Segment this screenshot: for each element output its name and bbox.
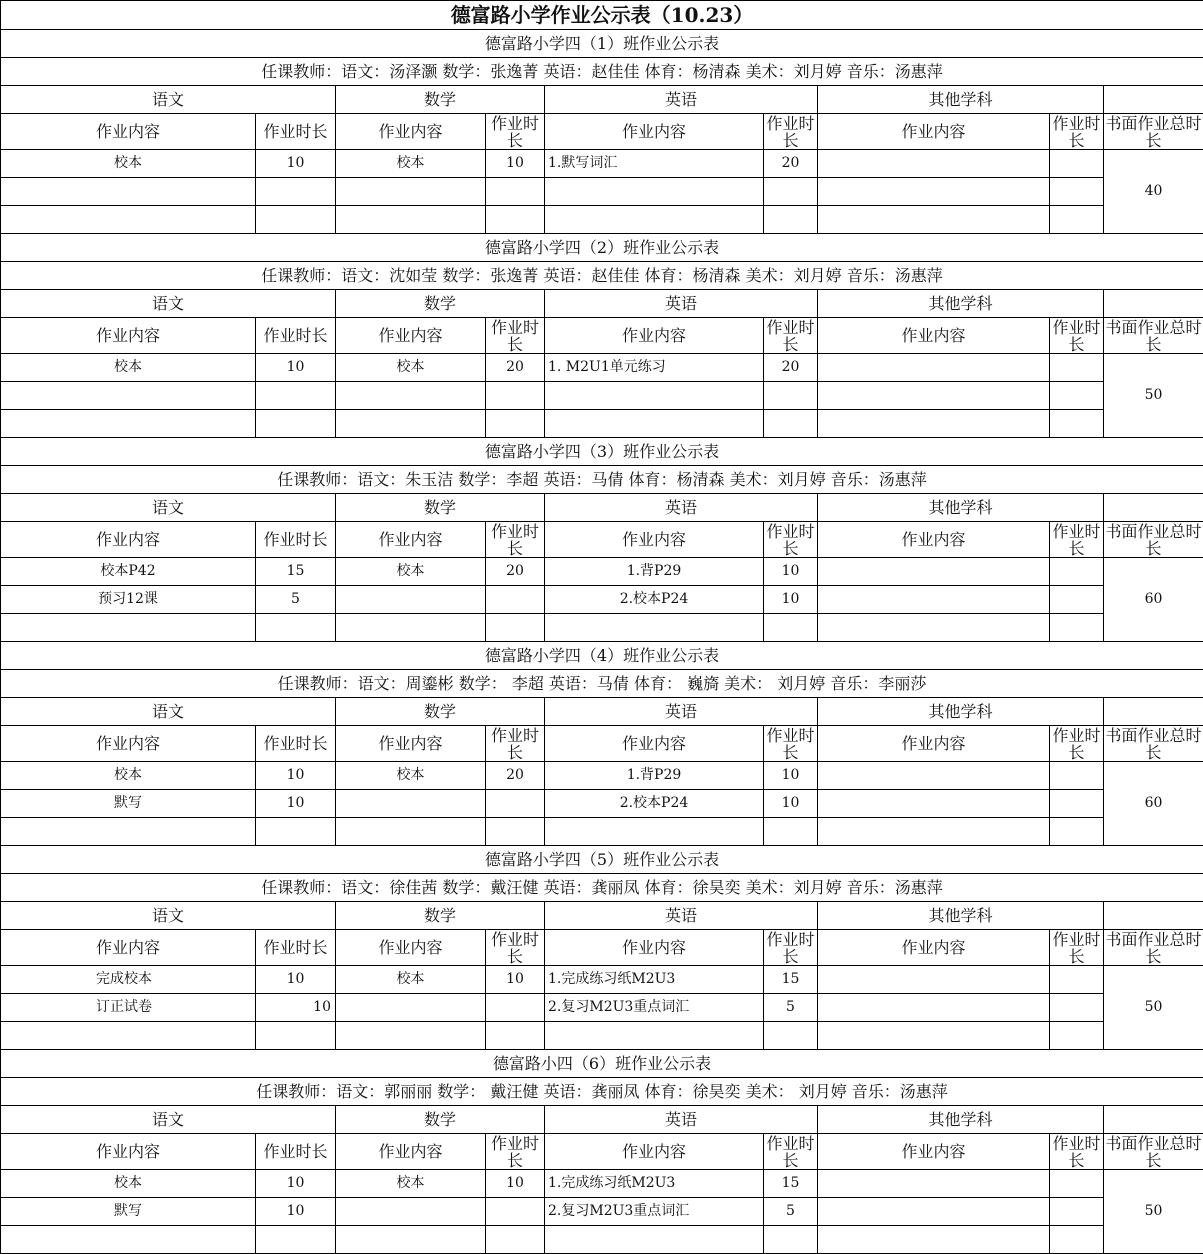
table-row xyxy=(1,994,1203,1022)
math-duration-cell xyxy=(486,178,545,206)
other-content-cell xyxy=(818,558,1050,586)
subject-chinese: 语文 xyxy=(1,290,336,318)
table-row xyxy=(1,382,1203,410)
teachers-row xyxy=(1,1078,1203,1106)
subject-english: 英语 xyxy=(545,1106,818,1134)
math-content-cell xyxy=(336,206,486,234)
subject-header-row xyxy=(1,698,1203,726)
subject-chinese: 语文 xyxy=(1,698,336,726)
column-header-row xyxy=(1,318,1203,354)
math-content-cell xyxy=(336,1226,486,1254)
math-duration-cell xyxy=(486,818,545,846)
col-chinese-content: 作业内容 xyxy=(1,318,256,354)
english-content-cell: 1.背P29 xyxy=(545,762,764,790)
math-content-cell xyxy=(336,818,486,846)
other-duration-cell xyxy=(1050,762,1104,790)
col-math-duration: 作业时长 xyxy=(486,726,545,762)
chinese-duration-cell: 10 xyxy=(256,150,336,178)
col-total-duration: 书面作业总时长 xyxy=(1104,930,1203,966)
total-header-top xyxy=(1104,902,1203,930)
chinese-duration-cell: 5 xyxy=(256,586,336,614)
subject-chinese: 语文 xyxy=(1,1106,336,1134)
other-duration-cell xyxy=(1050,1226,1104,1254)
other-duration-cell xyxy=(1050,410,1104,438)
other-content-cell xyxy=(818,614,1050,642)
col-chinese-content: 作业内容 xyxy=(1,726,256,762)
english-duration-cell xyxy=(764,1226,818,1254)
english-duration-cell: 20 xyxy=(764,354,818,382)
subject-english: 英语 xyxy=(545,290,818,318)
table-row xyxy=(1,150,1203,178)
col-other-duration: 作业时长 xyxy=(1050,318,1104,354)
class-title: 德富路小学四（2）班作业公示表 xyxy=(1,234,1203,262)
column-header-row xyxy=(1,1134,1203,1170)
teachers-row xyxy=(1,262,1203,290)
other-duration-cell xyxy=(1050,966,1104,994)
col-english-content: 作业内容 xyxy=(545,522,764,558)
english-content-cell: 1.背P29 xyxy=(545,558,764,586)
math-content-cell: 校本 xyxy=(336,558,486,586)
table-row xyxy=(1,966,1203,994)
col-english-duration: 作业时长 xyxy=(764,930,818,966)
chinese-content-cell xyxy=(1,614,256,642)
english-content-cell xyxy=(545,818,764,846)
chinese-content-cell xyxy=(1,1022,256,1050)
chinese-content-cell xyxy=(1,1226,256,1254)
other-content-cell xyxy=(818,410,1050,438)
class-title-row xyxy=(1,1050,1203,1078)
col-total-duration: 书面作业总时长 xyxy=(1104,726,1203,762)
col-english-content: 作业内容 xyxy=(545,318,764,354)
col-math-duration: 作业时长 xyxy=(486,318,545,354)
total-header-top xyxy=(1104,494,1203,522)
chinese-duration-cell xyxy=(256,206,336,234)
chinese-content-cell: 校本P42 xyxy=(1,558,256,586)
other-duration-cell xyxy=(1050,1170,1104,1198)
math-content-cell xyxy=(336,410,486,438)
other-duration-cell xyxy=(1050,558,1104,586)
col-other-content: 作业内容 xyxy=(818,114,1050,150)
teachers-row xyxy=(1,58,1203,86)
chinese-content-cell: 预习12课 xyxy=(1,586,256,614)
teachers-line: 任课教师：语文：周鎏彬 数学： 李超 英语：马倩 体育： 巍旖 美术： 刘月婷 音乐：李丽莎 xyxy=(1,670,1203,698)
english-duration-cell xyxy=(764,410,818,438)
col-math-content: 作业内容 xyxy=(336,1134,486,1170)
col-other-duration: 作业时长 xyxy=(1050,930,1104,966)
math-content-cell: 校本 xyxy=(336,354,486,382)
chinese-content-cell xyxy=(1,410,256,438)
table-row xyxy=(1,818,1203,846)
english-duration-cell: 10 xyxy=(764,558,818,586)
col-math-duration: 作业时长 xyxy=(486,930,545,966)
math-content-cell xyxy=(336,382,486,410)
math-content-cell: 校本 xyxy=(336,1170,486,1198)
other-content-cell xyxy=(818,382,1050,410)
other-content-cell xyxy=(818,586,1050,614)
teachers-line: 任课教师：语文：汤泽灏 数学：张逸菁 英语：赵佳佳 体育：杨清森 美术：刘月婷 音乐：汤惠萍 xyxy=(1,58,1203,86)
math-content-cell: 校本 xyxy=(336,762,486,790)
col-chinese-duration: 作业时长 xyxy=(256,726,336,762)
column-header-row xyxy=(1,930,1203,966)
total-duration-cell: 50 xyxy=(1104,1170,1203,1254)
class-title-row xyxy=(1,30,1203,58)
subject-english: 英语 xyxy=(545,494,818,522)
english-content-cell: 2.校本P24 xyxy=(545,586,764,614)
chinese-duration-cell: 10 xyxy=(256,1170,336,1198)
col-other-content: 作业内容 xyxy=(818,318,1050,354)
class-title: 德富路小学四（4）班作业公示表 xyxy=(1,642,1203,670)
subject-math: 数学 xyxy=(336,290,545,318)
other-duration-cell xyxy=(1050,818,1104,846)
other-content-cell xyxy=(818,178,1050,206)
col-other-content: 作业内容 xyxy=(818,726,1050,762)
total-duration-cell: 50 xyxy=(1104,966,1203,1050)
column-header-row xyxy=(1,114,1203,150)
english-duration-cell xyxy=(764,178,818,206)
subject-chinese: 语文 xyxy=(1,86,336,114)
subject-english: 英语 xyxy=(545,86,818,114)
english-duration-cell: 15 xyxy=(764,966,818,994)
col-math-duration: 作业时长 xyxy=(486,114,545,150)
math-content-cell xyxy=(336,994,486,1022)
english-content-cell: 1.完成练习纸M2U3 xyxy=(545,1170,764,1198)
col-chinese-content: 作业内容 xyxy=(1,114,256,150)
other-content-cell xyxy=(818,150,1050,178)
col-chinese-duration: 作业时长 xyxy=(256,930,336,966)
english-duration-cell: 10 xyxy=(764,762,818,790)
subject-other: 其他学科 xyxy=(818,86,1104,114)
col-other-duration: 作业时长 xyxy=(1050,522,1104,558)
col-math-duration: 作业时长 xyxy=(486,1134,545,1170)
col-chinese-duration: 作业时长 xyxy=(256,318,336,354)
total-header-top xyxy=(1104,86,1203,114)
other-duration-cell xyxy=(1050,150,1104,178)
chinese-duration-cell xyxy=(256,178,336,206)
other-content-cell xyxy=(818,762,1050,790)
english-duration-cell: 5 xyxy=(764,994,818,1022)
english-content-cell xyxy=(545,410,764,438)
subject-math: 数学 xyxy=(336,902,545,930)
col-other-duration: 作业时长 xyxy=(1050,726,1104,762)
table-row xyxy=(1,790,1203,818)
total-header-top xyxy=(1104,1106,1203,1134)
english-content-cell: 1.默写词汇 xyxy=(545,150,764,178)
class-title: 德富路小学四（5）班作业公示表 xyxy=(1,846,1203,874)
subject-english: 英语 xyxy=(545,698,818,726)
col-chinese-duration: 作业时长 xyxy=(256,114,336,150)
other-duration-cell xyxy=(1050,1022,1104,1050)
subject-other: 其他学科 xyxy=(818,698,1104,726)
col-math-content: 作业内容 xyxy=(336,114,486,150)
col-chinese-content: 作业内容 xyxy=(1,1134,256,1170)
total-duration-cell: 40 xyxy=(1104,150,1203,234)
other-duration-cell xyxy=(1050,994,1104,1022)
subject-chinese: 语文 xyxy=(1,902,336,930)
chinese-duration-cell xyxy=(256,818,336,846)
other-content-cell xyxy=(818,206,1050,234)
english-content-cell: 1. M2U1单元练习 xyxy=(545,354,764,382)
chinese-content-cell: 校本 xyxy=(1,150,256,178)
math-duration-cell: 10 xyxy=(486,150,545,178)
table-row xyxy=(1,354,1203,382)
col-math-content: 作业内容 xyxy=(336,522,486,558)
english-content-cell: 1.完成练习纸M2U3 xyxy=(545,966,764,994)
math-content-cell xyxy=(336,586,486,614)
math-content-cell xyxy=(336,1198,486,1226)
other-duration-cell xyxy=(1050,1198,1104,1226)
table-row xyxy=(1,1226,1203,1254)
chinese-duration-cell: 10 xyxy=(256,354,336,382)
col-total-duration: 书面作业总时长 xyxy=(1104,522,1203,558)
subject-english: 英语 xyxy=(545,902,818,930)
col-english-content: 作业内容 xyxy=(545,930,764,966)
table-row xyxy=(1,1022,1203,1050)
class-title: 德富路小四（6）班作业公示表 xyxy=(1,1050,1203,1078)
english-duration-cell: 20 xyxy=(764,150,818,178)
subject-header-row xyxy=(1,494,1203,522)
english-content-cell xyxy=(545,1022,764,1050)
col-math-content: 作业内容 xyxy=(336,930,486,966)
table-row xyxy=(1,614,1203,642)
chinese-content-cell: 校本 xyxy=(1,1170,256,1198)
col-chinese-content: 作业内容 xyxy=(1,522,256,558)
math-duration-cell xyxy=(486,382,545,410)
other-content-cell xyxy=(818,994,1050,1022)
col-english-duration: 作业时长 xyxy=(764,114,818,150)
chinese-content-cell: 订正试卷 xyxy=(1,994,256,1022)
other-content-cell xyxy=(818,1022,1050,1050)
english-content-cell xyxy=(545,382,764,410)
english-duration-cell: 5 xyxy=(764,1198,818,1226)
english-duration-cell xyxy=(764,382,818,410)
subject-math: 数学 xyxy=(336,494,545,522)
col-other-content: 作业内容 xyxy=(818,930,1050,966)
english-duration-cell: 10 xyxy=(764,790,818,818)
sheet-title: 德富路小学作业公示表（10.23） xyxy=(1,1,1203,30)
teachers-row xyxy=(1,874,1203,902)
subject-other: 其他学科 xyxy=(818,290,1104,318)
english-duration-cell: 10 xyxy=(764,586,818,614)
math-duration-cell: 10 xyxy=(486,1170,545,1198)
other-duration-cell xyxy=(1050,586,1104,614)
other-content-cell xyxy=(818,966,1050,994)
math-content-cell xyxy=(336,614,486,642)
chinese-duration-cell: 10 xyxy=(256,966,336,994)
teachers-row xyxy=(1,466,1203,494)
col-total-duration: 书面作业总时长 xyxy=(1104,318,1203,354)
english-duration-cell xyxy=(764,1022,818,1050)
english-content-cell: 2.复习M2U3重点词汇 xyxy=(545,1198,764,1226)
math-duration-cell xyxy=(486,206,545,234)
class-title: 德富路小学四（3）班作业公示表 xyxy=(1,438,1203,466)
math-content-cell xyxy=(336,790,486,818)
other-content-cell xyxy=(818,1198,1050,1226)
other-content-cell xyxy=(818,818,1050,846)
chinese-duration-cell: 10 xyxy=(256,790,336,818)
english-duration-cell xyxy=(764,818,818,846)
total-header-top xyxy=(1104,290,1203,318)
table-row xyxy=(1,558,1203,586)
table-row xyxy=(1,1170,1203,1198)
col-english-content: 作业内容 xyxy=(545,1134,764,1170)
col-chinese-content: 作业内容 xyxy=(1,930,256,966)
chinese-content-cell xyxy=(1,818,256,846)
chinese-content-cell: 默写 xyxy=(1,790,256,818)
col-total-duration: 书面作业总时长 xyxy=(1104,114,1203,150)
math-content-cell xyxy=(336,1022,486,1050)
col-math-duration: 作业时长 xyxy=(486,522,545,558)
table-row xyxy=(1,586,1203,614)
math-duration-cell xyxy=(486,790,545,818)
math-duration-cell: 20 xyxy=(486,558,545,586)
english-content-cell: 2.复习M2U3重点词汇 xyxy=(545,994,764,1022)
math-duration-cell: 20 xyxy=(486,762,545,790)
total-header-top xyxy=(1104,698,1203,726)
english-content-cell xyxy=(545,1226,764,1254)
other-duration-cell xyxy=(1050,614,1104,642)
subject-header-row xyxy=(1,902,1203,930)
teachers-line: 任课教师：语文：郭丽丽 数学： 戴汪健 英语：龚丽凤 体育：徐昊奕 美术： 刘月婷 音乐：汤惠萍 xyxy=(1,1078,1203,1106)
english-duration-cell xyxy=(764,206,818,234)
chinese-duration-cell xyxy=(256,614,336,642)
chinese-content-cell: 默写 xyxy=(1,1198,256,1226)
total-duration-cell: 60 xyxy=(1104,558,1203,642)
col-chinese-duration: 作业时长 xyxy=(256,522,336,558)
chinese-duration-cell: 10 xyxy=(256,994,336,1022)
class-title-row xyxy=(1,846,1203,874)
teachers-line: 任课教师：语文：徐佳茜 数学：戴汪健 英语：龚丽凤 体育：徐昊奕 美术：刘月婷 音乐：汤惠萍 xyxy=(1,874,1203,902)
math-duration-cell: 20 xyxy=(486,354,545,382)
chinese-content-cell xyxy=(1,382,256,410)
col-english-duration: 作业时长 xyxy=(764,522,818,558)
col-other-content: 作业内容 xyxy=(818,1134,1050,1170)
other-content-cell xyxy=(818,354,1050,382)
other-duration-cell xyxy=(1050,178,1104,206)
subject-other: 其他学科 xyxy=(818,494,1104,522)
math-duration-cell xyxy=(486,410,545,438)
col-english-content: 作业内容 xyxy=(545,114,764,150)
col-english-duration: 作业时长 xyxy=(764,318,818,354)
english-content-cell xyxy=(545,614,764,642)
chinese-duration-cell: 10 xyxy=(256,762,336,790)
math-duration-cell xyxy=(486,1022,545,1050)
col-math-content: 作业内容 xyxy=(336,726,486,762)
chinese-duration-cell xyxy=(256,410,336,438)
teachers-line: 任课教师：语文：沈如莹 数学：张逸菁 英语：赵佳佳 体育：杨清森 美术：刘月婷 音乐：汤惠萍 xyxy=(1,262,1203,290)
english-duration-cell: 15 xyxy=(764,1170,818,1198)
col-math-content: 作业内容 xyxy=(336,318,486,354)
math-content-cell: 校本 xyxy=(336,150,486,178)
col-total-duration: 书面作业总时长 xyxy=(1104,1134,1203,1170)
subject-header-row xyxy=(1,290,1203,318)
math-duration-cell xyxy=(486,1226,545,1254)
table-row xyxy=(1,410,1203,438)
table-row xyxy=(1,178,1203,206)
table-row xyxy=(1,1198,1203,1226)
col-english-duration: 作业时长 xyxy=(764,726,818,762)
subject-math: 数学 xyxy=(336,1106,545,1134)
math-duration-cell: 10 xyxy=(486,966,545,994)
chinese-duration-cell xyxy=(256,1226,336,1254)
class-title-row xyxy=(1,438,1203,466)
column-header-row xyxy=(1,726,1203,762)
chinese-content-cell: 校本 xyxy=(1,762,256,790)
class-title: 德富路小学四（1）班作业公示表 xyxy=(1,30,1203,58)
chinese-duration-cell: 10 xyxy=(256,1198,336,1226)
math-duration-cell xyxy=(486,994,545,1022)
subject-other: 其他学科 xyxy=(818,902,1104,930)
subject-chinese: 语文 xyxy=(1,494,336,522)
col-english-duration: 作业时长 xyxy=(764,1134,818,1170)
class-title-row xyxy=(1,234,1203,262)
other-duration-cell xyxy=(1050,382,1104,410)
math-content-cell xyxy=(336,178,486,206)
other-content-cell xyxy=(818,790,1050,818)
chinese-content-cell: 完成校本 xyxy=(1,966,256,994)
chinese-content-cell xyxy=(1,178,256,206)
table-row xyxy=(1,762,1203,790)
subject-other: 其他学科 xyxy=(818,1106,1104,1134)
chinese-content-cell: 校本 xyxy=(1,354,256,382)
subject-math: 数学 xyxy=(336,698,545,726)
other-duration-cell xyxy=(1050,790,1104,818)
teachers-line: 任课教师：语文：朱玉洁 数学：李超 英语：马倩 体育：杨清森 美术：刘月婷 音乐：汤惠萍 xyxy=(1,466,1203,494)
other-content-cell xyxy=(818,1226,1050,1254)
column-header-row xyxy=(1,522,1203,558)
other-duration-cell xyxy=(1050,206,1104,234)
other-duration-cell xyxy=(1050,354,1104,382)
col-chinese-duration: 作业时长 xyxy=(256,1134,336,1170)
total-duration-cell: 50 xyxy=(1104,354,1203,438)
chinese-duration-cell xyxy=(256,382,336,410)
subject-header-row xyxy=(1,1106,1203,1134)
chinese-duration-cell: 15 xyxy=(256,558,336,586)
col-other-content: 作业内容 xyxy=(818,522,1050,558)
english-duration-cell xyxy=(764,614,818,642)
col-other-duration: 作业时长 xyxy=(1050,114,1104,150)
subject-math: 数学 xyxy=(336,86,545,114)
math-content-cell: 校本 xyxy=(336,966,486,994)
other-content-cell xyxy=(818,1170,1050,1198)
teachers-row xyxy=(1,670,1203,698)
subject-header-row xyxy=(1,86,1203,114)
col-other-duration: 作业时长 xyxy=(1050,1134,1104,1170)
math-duration-cell xyxy=(486,586,545,614)
english-content-cell xyxy=(545,178,764,206)
english-content-cell: 2.校本P24 xyxy=(545,790,764,818)
math-duration-cell xyxy=(486,1198,545,1226)
english-content-cell xyxy=(545,206,764,234)
table-row xyxy=(1,206,1203,234)
total-duration-cell: 60 xyxy=(1104,762,1203,846)
col-english-content: 作业内容 xyxy=(545,726,764,762)
class-title-row xyxy=(1,642,1203,670)
math-duration-cell xyxy=(486,614,545,642)
chinese-content-cell xyxy=(1,206,256,234)
chinese-duration-cell xyxy=(256,1022,336,1050)
